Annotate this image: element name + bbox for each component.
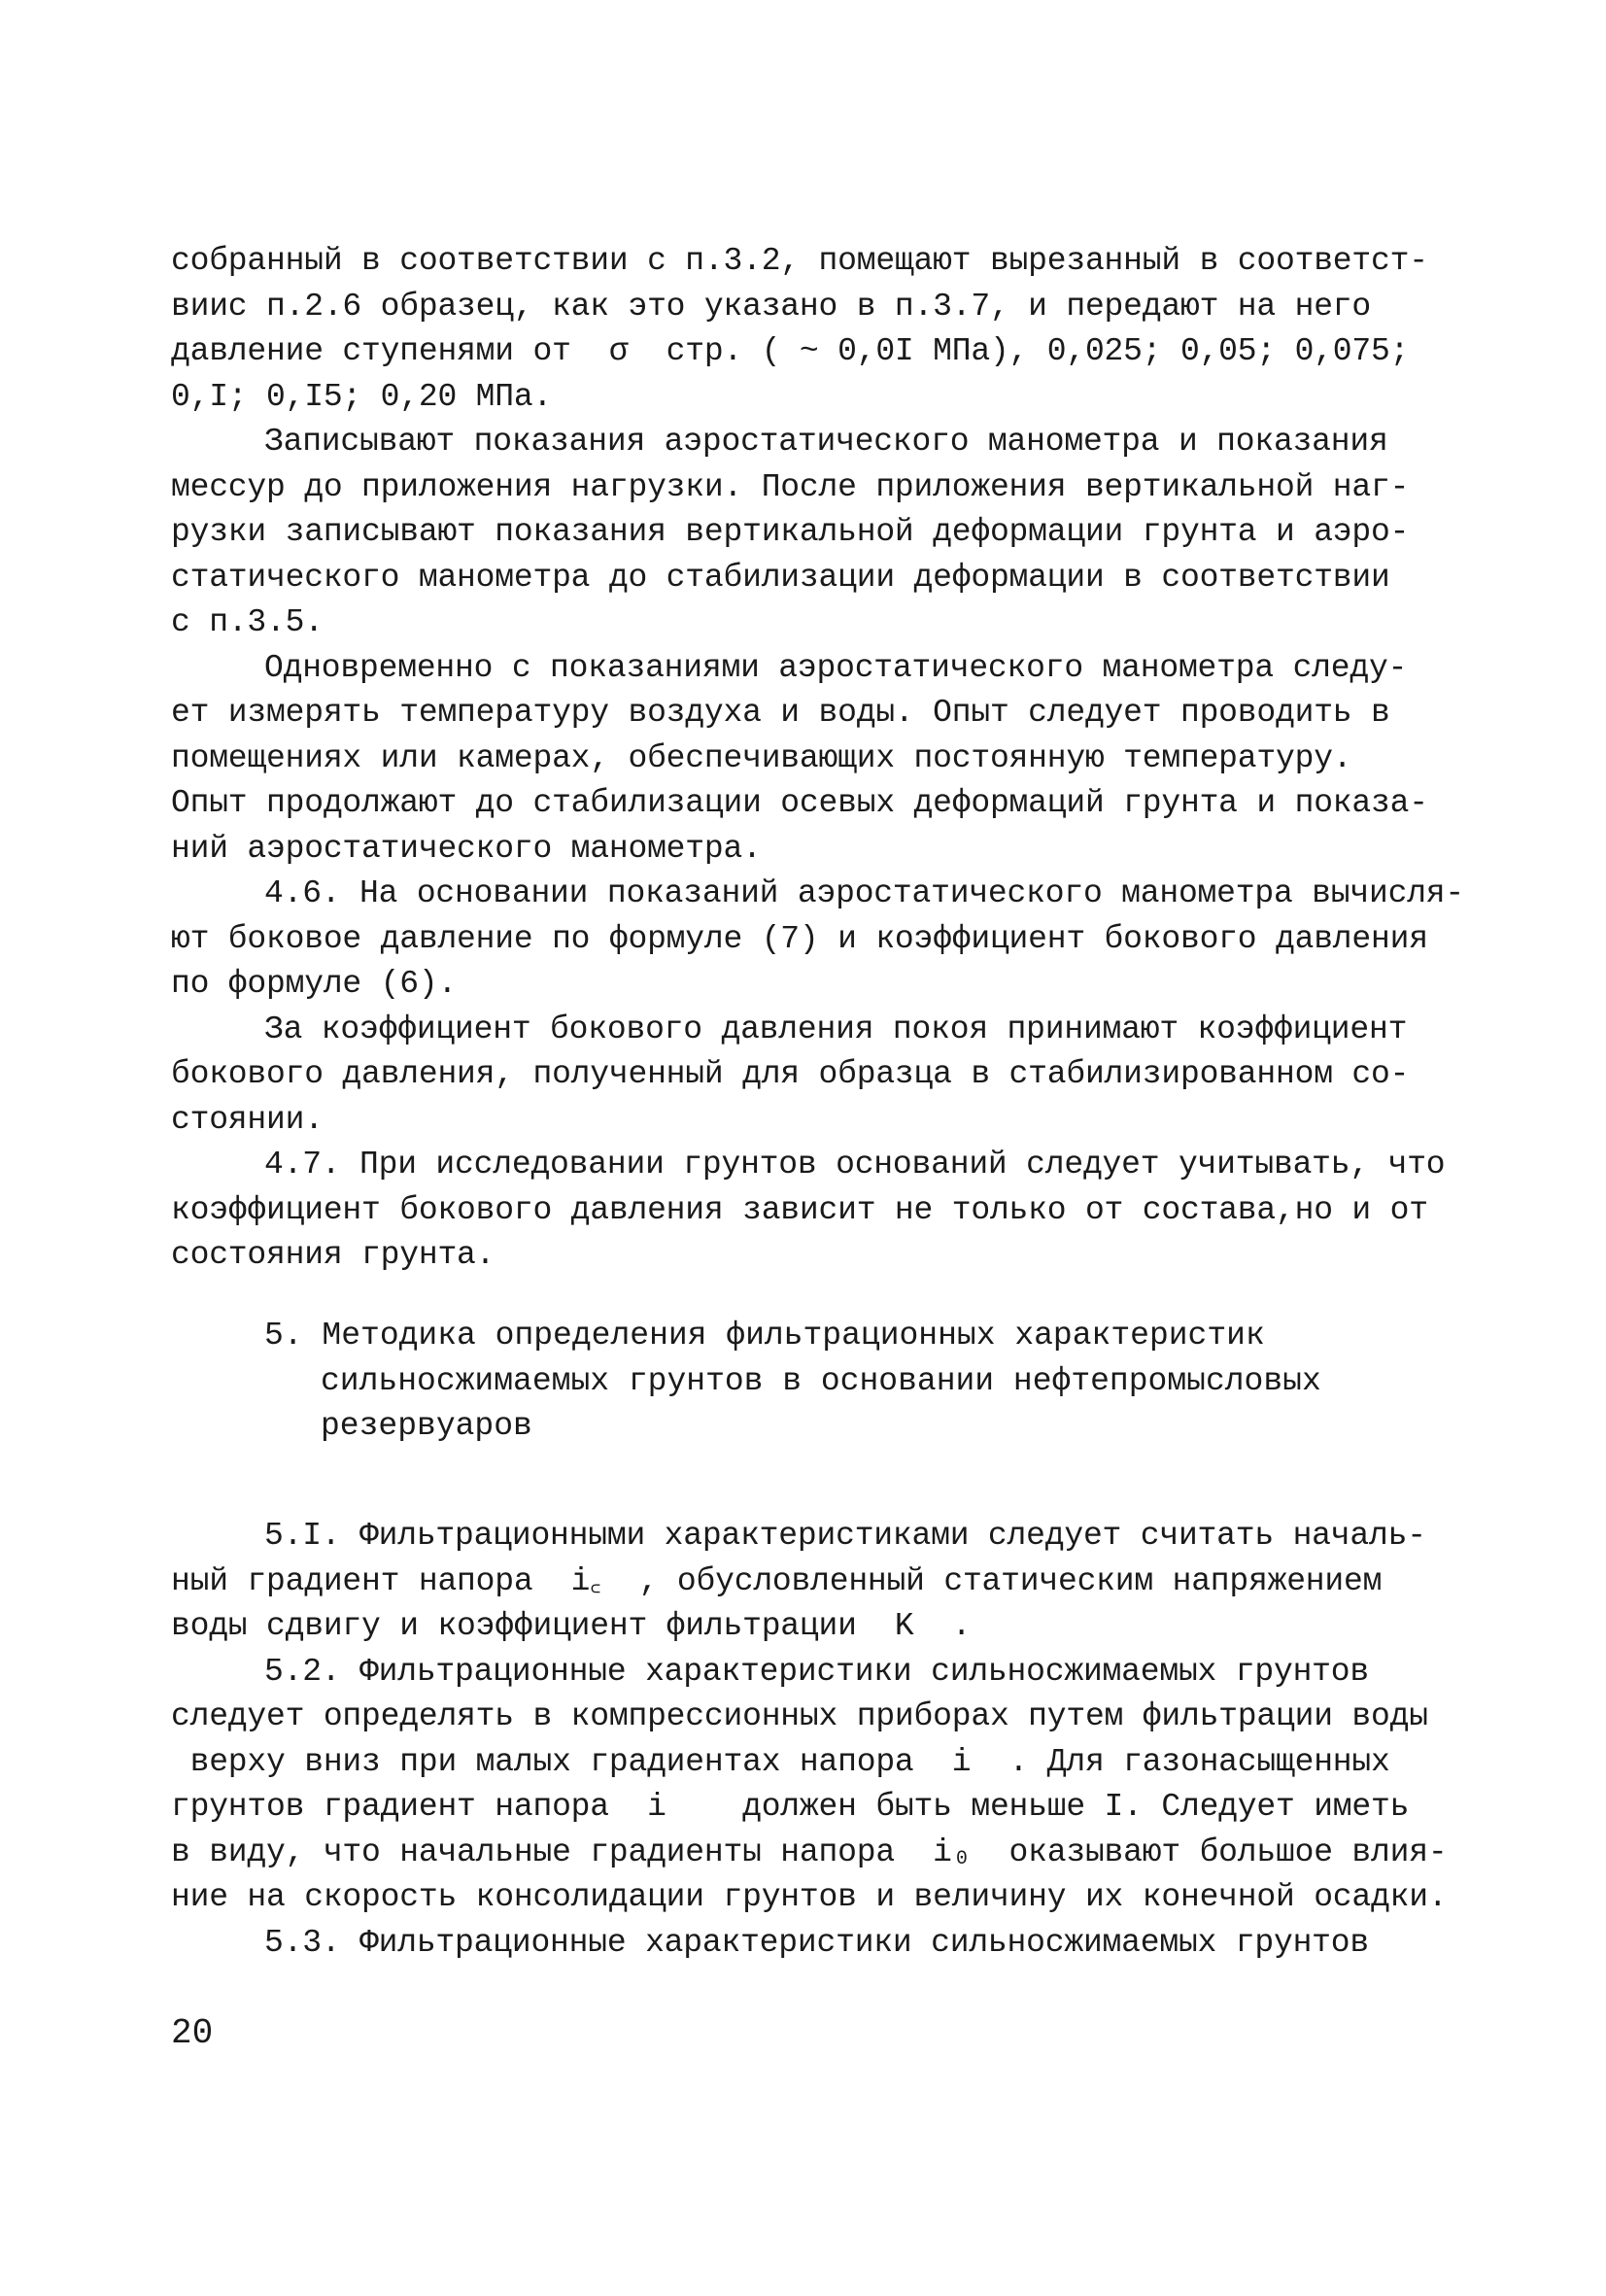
section-heading-line: сильносжимаемых грунтов в основании нефтепромысловых <box>321 1362 1321 1399</box>
text-line: собранный в соответствии с п.3.2, помещают вырезанный в соответст- <box>171 243 1428 279</box>
text-line: виис п.2.6 образец, как это указано в п.3.7, и передают на него <box>171 288 1372 325</box>
text-line: бокового давления, полученный для образца в стабилизированном со- <box>171 1056 1410 1092</box>
text-line: ний аэростатического манометра. <box>171 830 762 867</box>
text-line: стоянии. <box>171 1101 324 1138</box>
text-line: мессур до приложения нагрузки. После приложения вертикальной наг- <box>171 468 1410 505</box>
text-line: Записывают показания аэростатического манометра и показания <box>264 424 1388 460</box>
text-line: ный градиент напора i꜀ , обусловленный статическим напряжением <box>171 1562 1383 1599</box>
text-line: грунтов градиент напора i должен быть меньше I. Следует иметь <box>171 1789 1410 1825</box>
text-line: давление ступенями от σ стр. ( ~ 0,0I МПа), 0,025; 0,05; 0,075; <box>171 333 1410 369</box>
text-line: Опыт продолжают до стабилизации осевых деформаций грунта и показа- <box>171 785 1428 821</box>
section-heading-line: 5. Методика определения фильтрационных характеристик <box>264 1318 1265 1354</box>
text-line: следует определять в компрессионных приборах путем фильтрации воды <box>171 1698 1428 1734</box>
text-line: За коэффициент бокового давления покоя принимают коэффициент <box>264 1011 1408 1047</box>
text-line: верху вниз при малых градиентах напора i . Для газонасыщенных <box>171 1743 1390 1780</box>
text-line: по формуле (6). <box>171 966 458 1002</box>
section-heading-line: резервуаров <box>321 1408 532 1444</box>
text-line: воды сдвигу и коэффициент фильтрации K . <box>171 1608 972 1644</box>
text-line: состояния грунта. <box>171 1237 495 1273</box>
text-line: рузки записывают показания вертикальной деформации грунта и аэро- <box>171 514 1410 550</box>
text-line: помещениях или камерах, обеспечивающих постоянную температуру. <box>171 739 1352 776</box>
body-text-block-1 <box>171 239 1465 1279</box>
text-line: 4.6. На основании показаний аэростатического манометра вычисля- <box>264 875 1465 911</box>
section-heading <box>171 1314 1415 1450</box>
text-line: в виду, что начальные градиенты напора i₀ оказывают большое влия- <box>171 1833 1448 1870</box>
text-line: 5.I. Фильтрационными характеристиками следует считать началь- <box>264 1518 1426 1554</box>
text-line: коэффициент бокового давления зависит не только от состава,но и от <box>171 1191 1428 1228</box>
page-number: 20 <box>171 2013 214 2053</box>
text-line: ют боковое давление по формуле (7) и коэффициент бокового давления <box>171 920 1428 957</box>
body-text-block-2 <box>171 1514 1448 1966</box>
text-line: Одновременно с показаниями аэростатического манометра следу- <box>264 649 1408 686</box>
text-line: ет измерять температуру воздуха и воды. Опыт следует проводить в <box>171 695 1390 731</box>
text-line: ние на скорость консолидации грунтов и величину их конечной осадки. <box>171 1879 1448 1915</box>
text-line: статического манометра до стабилизации деформации в соответствии <box>171 559 1390 596</box>
text-line: 5.3. Фильтрационные характеристики сильносжимаемых грунтов <box>264 1924 1369 1961</box>
text-line: 4.7. При исследовании грунтов оснований следует учитывать, что <box>264 1147 1446 1182</box>
text-line: 5.2. Фильтрационные характеристики сильносжимаемых грунтов <box>264 1653 1369 1690</box>
text-line: с п.3.5. <box>171 604 324 640</box>
text-line: 0,I; 0,I5; 0,20 МПа. <box>171 378 553 415</box>
